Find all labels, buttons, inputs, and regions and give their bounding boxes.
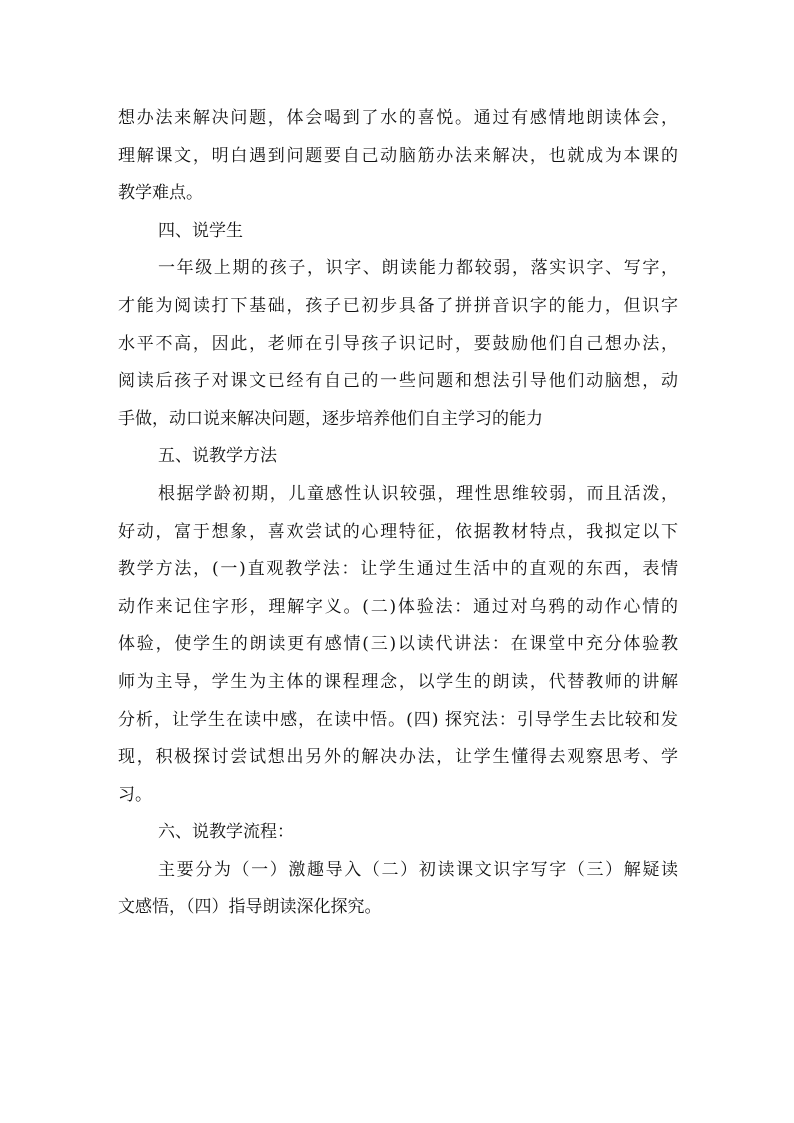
- paragraph-line: 分析，让学生在读中感，在读中悟。(四) 探究法：引导学生去比较和发: [118, 709, 678, 730]
- paragraph-line: 主要分为（一）激趣导入（二）初读课文识字写字（三）解疑读: [158, 859, 678, 880]
- paragraph-line: 师为主导，学生为主体的课程理念，以学生的朗读，代替教师的讲解: [118, 671, 678, 692]
- paragraph-line: 水平不高，因此，老师在引导孩子识记时，要鼓励他们自己想办法，: [118, 333, 678, 354]
- paragraph-line: 理解课文，明白遇到问题要自己动脑筋办法来解决，也就成为本课的: [118, 145, 678, 166]
- section-heading-process: 六、说教学流程：: [158, 822, 294, 843]
- paragraph-line: 阅读后孩子对课文已经有自己的一些问题和想法引导他们动脑想，动: [118, 371, 678, 392]
- paragraph-line: 教学难点。: [118, 183, 203, 204]
- paragraph-line: 教学方法，(一)直观教学法：让学生通过生活中的直观的东西，表情: [118, 559, 678, 580]
- paragraph-line: 想办法来解决问题，体会喝到了水的喜悦。通过有感情地朗读体会，: [118, 108, 678, 128]
- paragraph-line: 好动，富于想象，喜欢尝试的心理特征，依据教材特点，我拟定以下: [118, 521, 678, 542]
- section-heading-methods: 五、说教学方法: [158, 446, 277, 467]
- section-heading-students: 四、说学生: [158, 220, 243, 241]
- paragraph-line: 体验，使学生的朗读更有感情(三)以读代讲法：在课堂中充分体验教: [118, 634, 678, 655]
- paragraph-line: 现，积极探讨尝试想出另外的解决办法，让学生懂得去观察思考、学: [118, 747, 678, 768]
- paragraph-line: 根据学龄初期，儿童感性认识较强，理性思维较弱，而且活泼，: [158, 483, 678, 504]
- document-page: [118, 100, 678, 927]
- paragraph-line: 一年级上期的孩子，识字、朗读能力都较弱，落实识字、写字，: [158, 258, 678, 279]
- paragraph-line: 才能为阅读打下基础，孩子已初步具备了拼拼音识字的能力，但识字: [118, 295, 678, 316]
- paragraph-line: 动作来记住字形，理解字义。(二)体验法：通过对乌鸦的动作心情的: [118, 596, 678, 617]
- paragraph-line: 习。: [118, 784, 152, 805]
- paragraph-line: 文感悟，（四）指导朗读深化探究。: [118, 897, 382, 918]
- paragraph-line: 手做，动口说来解决问题，逐步培养他们自主学习的能力: [118, 408, 543, 429]
